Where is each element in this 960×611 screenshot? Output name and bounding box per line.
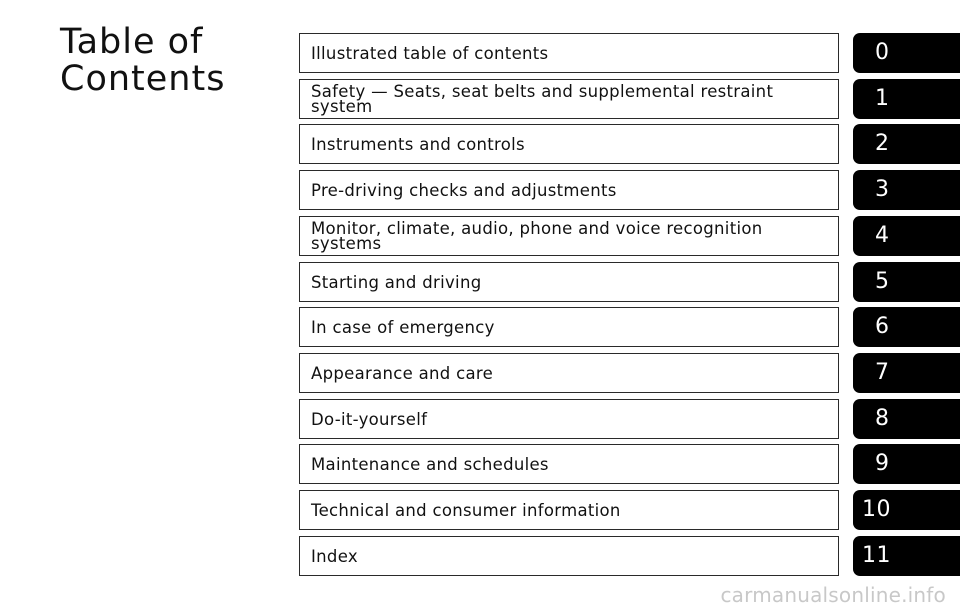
toc-row-11[interactable] bbox=[299, 536, 960, 576]
toc-chapter-number[interactable]: 5 bbox=[875, 269, 890, 294]
toc-entry-box[interactable] bbox=[299, 33, 839, 73]
toc-entry-box[interactable] bbox=[299, 444, 839, 484]
toc-entry-box[interactable] bbox=[299, 307, 839, 347]
toc-chapter-tab[interactable] bbox=[853, 124, 960, 164]
page-title bbox=[60, 24, 280, 98]
toc-row-3[interactable] bbox=[299, 170, 960, 210]
toc-chapter-number[interactable]: 1 bbox=[875, 86, 890, 111]
toc-row-9[interactable] bbox=[299, 444, 960, 484]
toc-chapter-number[interactable]: 3 bbox=[875, 177, 890, 202]
page-title-line-2: Contents bbox=[60, 59, 226, 99]
toc-entry-box[interactable] bbox=[299, 216, 839, 256]
toc-chapter-tab[interactable] bbox=[853, 353, 960, 393]
toc-chapter-number[interactable]: 11 bbox=[862, 543, 891, 568]
toc-entry-box[interactable] bbox=[299, 536, 839, 576]
toc-row-0[interactable] bbox=[299, 33, 960, 73]
toc-entry-box[interactable] bbox=[299, 124, 839, 164]
toc-entry-label[interactable]: Maintenance and schedules bbox=[311, 454, 549, 474]
toc-chapter-tab[interactable] bbox=[853, 536, 960, 576]
toc-chapter-number[interactable]: 0 bbox=[875, 40, 890, 65]
toc-entry-label[interactable]: Index bbox=[311, 546, 358, 566]
toc-entry-label[interactable]: Starting and driving bbox=[311, 272, 482, 292]
toc-entry-label[interactable]: Instruments and controls bbox=[311, 134, 525, 154]
toc-entry-box[interactable] bbox=[299, 262, 839, 302]
toc-entry-label[interactable]: Pre-driving checks and adjustments bbox=[311, 180, 617, 200]
toc-entry-label[interactable]: Monitor, climate, audio, phone and voice recognition systems bbox=[311, 219, 763, 253]
toc-chapter-number[interactable]: 2 bbox=[875, 131, 890, 156]
toc-chapter-number[interactable]: 9 bbox=[875, 451, 890, 476]
toc-chapter-number[interactable]: 6 bbox=[875, 314, 890, 339]
toc-entry-label[interactable]: Do-it-yourself bbox=[311, 409, 428, 429]
toc-chapter-tab[interactable] bbox=[853, 79, 960, 119]
toc-chapter-number[interactable]: 7 bbox=[875, 360, 890, 385]
toc-row-6[interactable] bbox=[299, 307, 960, 347]
toc-entry-label[interactable]: Illustrated table of contents bbox=[311, 43, 549, 63]
toc-chapter-tab[interactable] bbox=[853, 262, 960, 302]
toc-entry-box[interactable] bbox=[299, 79, 839, 119]
toc-row-1[interactable] bbox=[299, 79, 960, 119]
toc-row-7[interactable] bbox=[299, 353, 960, 393]
toc-chapter-tab[interactable] bbox=[853, 399, 960, 439]
watermark-text: carmanualsonline.info bbox=[720, 583, 946, 607]
toc-entry-label[interactable]: Appearance and care bbox=[311, 363, 494, 383]
toc-chapter-tab[interactable] bbox=[853, 307, 960, 347]
toc-row-2[interactable] bbox=[299, 124, 960, 164]
toc-entry-label[interactable]: In case of emergency bbox=[311, 317, 495, 337]
toc-entry-box[interactable] bbox=[299, 399, 839, 439]
toc-entry-box[interactable] bbox=[299, 353, 839, 393]
toc-chapter-tab[interactable] bbox=[853, 444, 960, 484]
toc-chapter-number[interactable]: 4 bbox=[875, 223, 890, 248]
toc-row-5[interactable] bbox=[299, 262, 960, 302]
toc-entry-label[interactable]: Safety — Seats, seat belts and supplemental restraint system bbox=[311, 82, 774, 116]
toc-entry-label[interactable]: Technical and consumer information bbox=[311, 500, 621, 520]
page-title-line-1: Table of bbox=[60, 22, 204, 62]
toc-chapter-tab[interactable] bbox=[853, 33, 960, 73]
toc-chapter-number[interactable]: 10 bbox=[862, 497, 891, 522]
toc-chapter-number[interactable]: 8 bbox=[875, 406, 890, 431]
toc-chapter-tab[interactable] bbox=[853, 216, 960, 256]
toc-row-10[interactable] bbox=[299, 490, 960, 530]
toc-chapter-tab[interactable] bbox=[853, 170, 960, 210]
toc-row-4[interactable] bbox=[299, 216, 960, 256]
toc-entry-box[interactable] bbox=[299, 490, 839, 530]
toc-chapter-tab[interactable] bbox=[853, 490, 960, 530]
toc-entry-box[interactable] bbox=[299, 170, 839, 210]
toc-row-8[interactable] bbox=[299, 399, 960, 439]
